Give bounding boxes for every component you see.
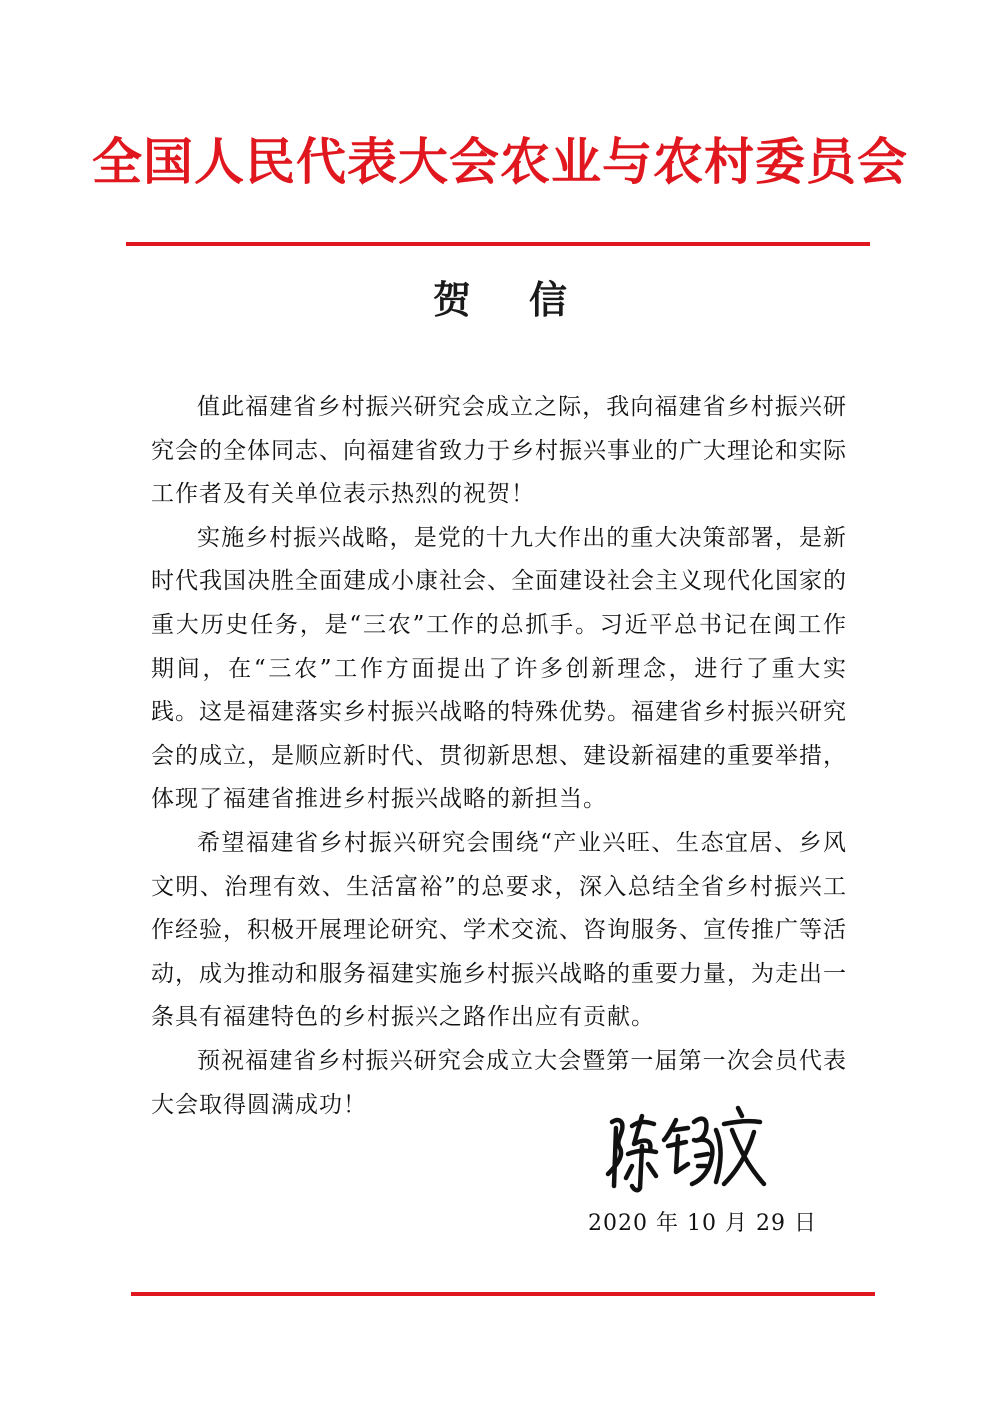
handwritten-signature (598, 1100, 768, 1200)
letter-title (0, 270, 1000, 330)
org-letterhead: 全国人民代表大会农业与农村委员会 (92, 133, 908, 191)
letter-body (151, 386, 847, 1127)
body-paragraph: 希望福建省乡村振兴研究会围绕“产业兴旺、生态宜居、乡风文明、治理有效、生活富裕”的总要求，深入总结全省乡村振兴工作经验，积极开展理论研究、学术交流、咨询服务、宣传推广等活动，成为推动和服务福建实施乡村振兴战略的重要力量，为走出一条具有福建特色的乡村振兴之路作出应有贡献。 (151, 829, 847, 1031)
body-paragraph: 值此福建省乡村振兴研究会成立之际，我向福建省乡村振兴研究会的全体同志、向福建省致力于乡村振兴事业的广大理论和实际工作者及有关单位表示热烈的祝贺！ (151, 394, 847, 508)
title-char-2: 信 (529, 278, 568, 322)
header-divider (126, 242, 870, 246)
body-paragraph: 预祝福建省乡村振兴研究会成立大会暨第一届第一次会员代表大会取得圆满成功！ (151, 1047, 847, 1118)
body-paragraph: 实施乡村振兴战略，是党的十九大作出的重大决策部署，是新时代我国决胜全面建成小康社会、全面建设社会主义现代化国家的重大历史任务，是“三农”工作的总抓手。习近平总书记在闽工作期间，在“三农”工作方面提出了许多创新理念，进行了重大实践。这是福建落实乡村振兴战略的特殊优势。福建省乡村振兴研究会的成立，是顺应新时代、贯彻新思想、建设新福建的重要举措，体现了福建省推进乡村振兴战略的新担当。 (151, 524, 847, 813)
title-char-1: 贺 (432, 278, 471, 322)
footer-divider (131, 1292, 875, 1296)
letter-date: 2020 年 10 月 29 日 (588, 1211, 817, 1236)
